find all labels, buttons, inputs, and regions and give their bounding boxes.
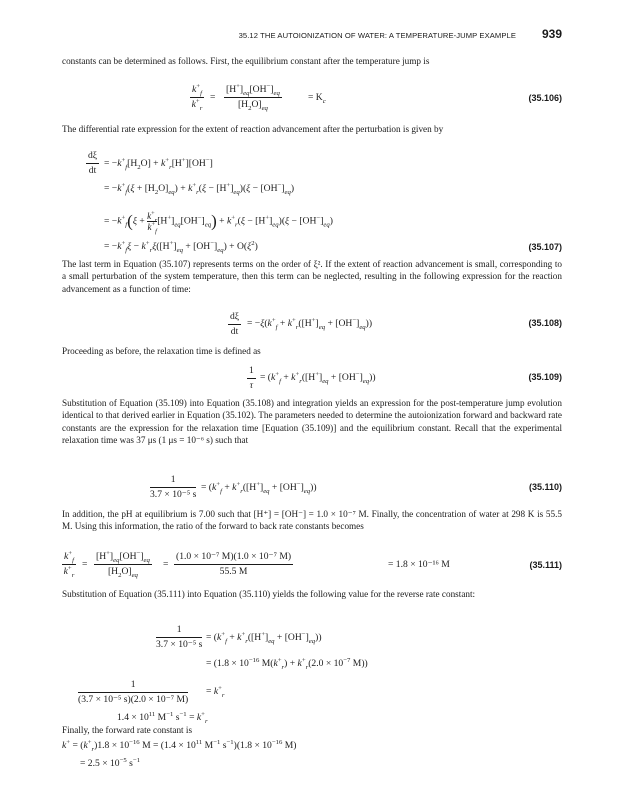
fwd-line2: = $2.5 \times 10^{-5}$ $s^{-1}$	[80, 756, 141, 769]
page-header	[62, 27, 562, 43]
paragraph-forward-constant: Finally, the forward rate constant is	[62, 725, 193, 735]
rev-line3: = $k^+_r$	[206, 684, 225, 699]
equilibrium-conc-fraction: $\frac{[H^+]_{eq}[OH^-]_{eq}}{[H_2O]_{eq}}$	[226, 82, 280, 112]
eq107-line1: = $-k^+_f[H_2O] + k^+_r[H^+][OH^-]$	[104, 156, 213, 171]
one-over-tau-fraction: $\frac{1}{\tau}$	[249, 365, 254, 391]
paragraph-substitution-109: Substitution of Equation (35.109) into Equation (35.108) and integration yields an expression for the post-temperature jump evolution identical to that derived earlier in Equation (35.102). The parameters needed to determine the autoionization forward and backward rate constants are the expression for the relaxation time [Equation (35.109)] and the equilibrium constant. Recall that the experimental relaxation time was 37 μs (1 μs = 10⁻⁶ s) such that	[62, 398, 562, 445]
equation-35-109: = $(k^+_f + k^+_r([H^+]_{eq} + [OH^-]_{eq}))$	[260, 370, 376, 385]
equation-number-35-108: (35.108)	[528, 318, 562, 328]
rev-line2: = ($1.8 \times 10^{-16}$ $M(k^+_r) + k^+_r(2.0 \times 10^{-7}$ M))	[206, 656, 368, 671]
equation-number-35-110: (35.110)	[528, 482, 562, 492]
eq110-lhs-fraction: $\frac{1}{\text{3.7 × 10⁻⁵ s}}$	[150, 474, 197, 500]
textbook-page: 35.12 THE AUTOIONIZATION OF WATER: A TEMPERATURE-JUMP EXAMPLE 939 constants can be determined as follows. First, the equilibrium constant after the temperature jump is $\frac{k^+_f}{k^+_r}$ = $\frac{[H^+]_{eq}[OH^-]_{eq}}{[H_2O]_{eq}}$ = $K_c$ (35.106) The differential rate expression for the extent of reaction advancement after the perturbation is given by $\frac{d\xi}{dt}$ = $-k^+_f[H_2O] + k^+_r[H^+][OH^-]$ = $-k^+_f(\xi + [H_2O]_{eq}) + k^+_r(\xi - [H^+]_{eq})(\xi - [OH^-]_{eq})$ = $-k^+_f(\xi$ + $\frac{k^+_r}{k^+_f}$ $[H^+]_{eq}[OH^-]_{eq}) + k^+_r(\xi - [H^+]_{eq})(\xi - [OH^-]_{eq})$ = $-k^+_f\xi - k^+_r\xi([H^+]_{eq} + [OH^-]_{eq}) + O(\xi^2)$ (35.107) The last term in Equation (35.107) represents terms on the order of ξ². If the extent of reaction advancement is small, corresponding to a small perturbation of the system temperature, then this term can be neglected, resulting in the following expression for the reaction advancement as a function of time: $\frac{d\xi}{dt}$ = $-\xi(k^+_f + k^+_r([H^+]_{eq} + [OH^-]_{eq}))$ (35.108) Proceeding as before, the relaxation time is defined as $\frac{1}{\tau}$ = $(k^+_f + k^+_r([H^+]_{eq} + [OH^-]_{eq}))$ (35.109) Substitution of Equation (35.109) into Equation (35.108) and integration yields an expression for the post-temperature jump evolution identical to that derived earlier in Equation (35.102). The parameters needed to determine the autoionization forward and backward rate constants are the expression for the relaxation time [Equation (35.109)] and the equilibrium constant. Recall that the experimental relaxation time was 37 μs (1 μs = 10⁻⁶ s) such that $\frac{1}{\text{3.7 × 10⁻⁵ s}}$ = $(k^+_f + k^+_r([H^+]_{eq} + [OH^-]_{eq}))$ (35.110) In addition, the pH at equilibrium is 7.00 such that [H⁺] = [OH⁻] = 1.0 × 10⁻⁷ M. Finally, the concentration of water at 298 K is 55.5 M. Using this information, the ratio of the forward to back rate constants becomes $\frac{k^+_f}{k^+_r}$ = $\frac{[H^+]_{eq}[OH^-]_{eq}}{[H_2O]_{eq}}$ = $\frac{\text{(1.0 × 10⁻⁷ M)(1.0 × 10⁻⁷ M)}}{55.5 M}$ = 1.8 × 10⁻¹⁶ M (35.111) Substitution of Equation (35.111) into Equation (35.110) yields the following value for the reverse rate constant: $\frac{1}{\text{3.7 × 10⁻⁵ s}}$ = $(k^+_f + k^+_r([H^+]_{eq} + [OH^-]_{eq}))$ = ($1.8 \times 10^{-16}$ $M(k^+_r) + k^+_r(2.0 \times 10^{-7}$ M)) $\frac{1}{\text{(3.7 × 10⁻⁵ s)(2.0 × 10⁻⁷ M)}}$ = $k^+_r$ $1.4 \times 10^{11}$ $M^{-1}$ $s^{-1} = k^+_r$ Finally, the forward rate constant is $k^+ = (k^+_r)1.8 \times 10^{-16}$ $M = (1.4 \times 10^{11}$ $M^{-1}$ $s^{-1})(1.8 \times 10^{-16}$ M) = $2.5 \times 10^{-5}$ $s^{-1}$	[62, 27, 562, 769]
equation-35-110: = $(k^+_f + k^+_r([H^+]_{eq} + [OH^-]_{eq}))$	[201, 480, 317, 495]
eq111-lhs-fraction: $\frac{k^+_f}{k^+_r}$	[63, 549, 75, 579]
eq107-line3: = $-k^+_f(\xi$ + $\frac{k^+_r}{k^+_f}$ $[H^+]_{eq}[OH^-]_{eq}) + k^+_r(\xi - [H^+]_{eq})(\xi - [OH^-]_{eq})$	[104, 210, 333, 235]
equation-number-35-109: (35.109)	[528, 372, 562, 382]
paragraph-relaxation-time: Proceeding as before, the relaxation time is defined as	[62, 346, 261, 356]
equation-35-108: = $-\xi(k^+_f + k^+_r([H^+]_{eq} + [OH^-]_{eq}))$	[247, 316, 373, 331]
equation-number-35-107: (35.107)	[528, 242, 562, 252]
eq107-line2: = $-k^+_f(\xi + [H_2O]_{eq}) + k^+_r(\xi - [H^+]_{eq})(\xi - [OH^-]_{eq})$	[104, 181, 295, 196]
eq111-conc-fraction: $\frac{[H^+]_{eq}[OH^-]_{eq}}{[H_2O]_{eq}}$	[96, 549, 150, 579]
paragraph-intro: constants can be determined as follows. First, the equilibrium constant after the temperature jump is	[62, 56, 430, 66]
eq111-result: = 1.8 × 10⁻¹⁶ M	[388, 559, 450, 570]
rate-ratio-fraction: $\frac{k^+_f}{k^+_r}$	[191, 82, 203, 112]
equation-number-35-111: (35.111)	[529, 560, 562, 570]
paragraph-substitution-111: Substitution of Equation (35.111) into Equation (35.110) yields the following value for the reverse rate constant:	[62, 589, 476, 599]
dxi-dt-fraction: $\frac{d\xi}{dt}$	[88, 150, 98, 176]
eq106-rhs: = K	[308, 92, 323, 103]
eq111-value-fraction: $\frac{\text{(1.0 × 10⁻⁷ M)(1.0 × 10⁻⁷ M)}}{55.5 M}$	[176, 551, 292, 577]
page-number: 939	[541, 27, 562, 41]
eq107-line4: = $-k^+_f\xi - k^+_r\xi([H^+]_{eq} + [OH^-]_{eq}) + O(\xi^2)$	[104, 239, 258, 254]
rev-line3-fraction: $\frac{1}{\text{(3.7 × 10⁻⁵ s)(2.0 × 10⁻⁷ M)}}$	[78, 679, 189, 705]
equation-number-35-106: (35.106)	[528, 93, 562, 103]
running-title: 35.12 THE AUTOIONIZATION OF WATER: A TEMPERATURE-JUMP EXAMPLE	[238, 31, 516, 40]
rev-line1: = $(k^+_f + k^+_r([H^+]_{eq} + [OH^-]_{eq}))$	[206, 630, 322, 645]
rev-line4: $1.4 \times 10^{11}$ $M^{-1}$ $s^{-1} = k^+_r$	[117, 710, 208, 725]
paragraph-ph-equilibrium: In addition, the pH at equilibrium is 7.00 such that [H⁺] = [OH⁻] = 1.0 × 10⁻⁷ M. Finally, the concentration of water at 298 K is 55.5 M. Using this information, the ratio of the forward to back rate constants becomes	[62, 509, 562, 532]
paragraph-small-perturbation: The last term in Equation (35.107) represents terms on the order of ξ². If the extent of reaction advancement is small, corresponding to a small perturbation of the system temperature, then this term can be neglected, resulting in the following expression for the reaction advancement as a function of time:	[62, 259, 562, 294]
paragraph-differential-rate: The differential rate expression for the extent of reaction advancement after the perturbation is given by	[62, 124, 444, 134]
eq108-dxi-dt-fraction: $\frac{d\xi}{dt}$	[230, 311, 240, 337]
fwd-line1: $k^+ = (k^+_r)1.8 \times 10^{-16}$ $M = (1.4 \times 10^{11}$ $M^{-1}$ $s^{-1})(1.8 \times 10^{-16}$ M)	[62, 738, 297, 753]
rev-line1-fraction: $\frac{1}{\text{3.7 × 10⁻⁵ s}}$	[156, 624, 203, 650]
